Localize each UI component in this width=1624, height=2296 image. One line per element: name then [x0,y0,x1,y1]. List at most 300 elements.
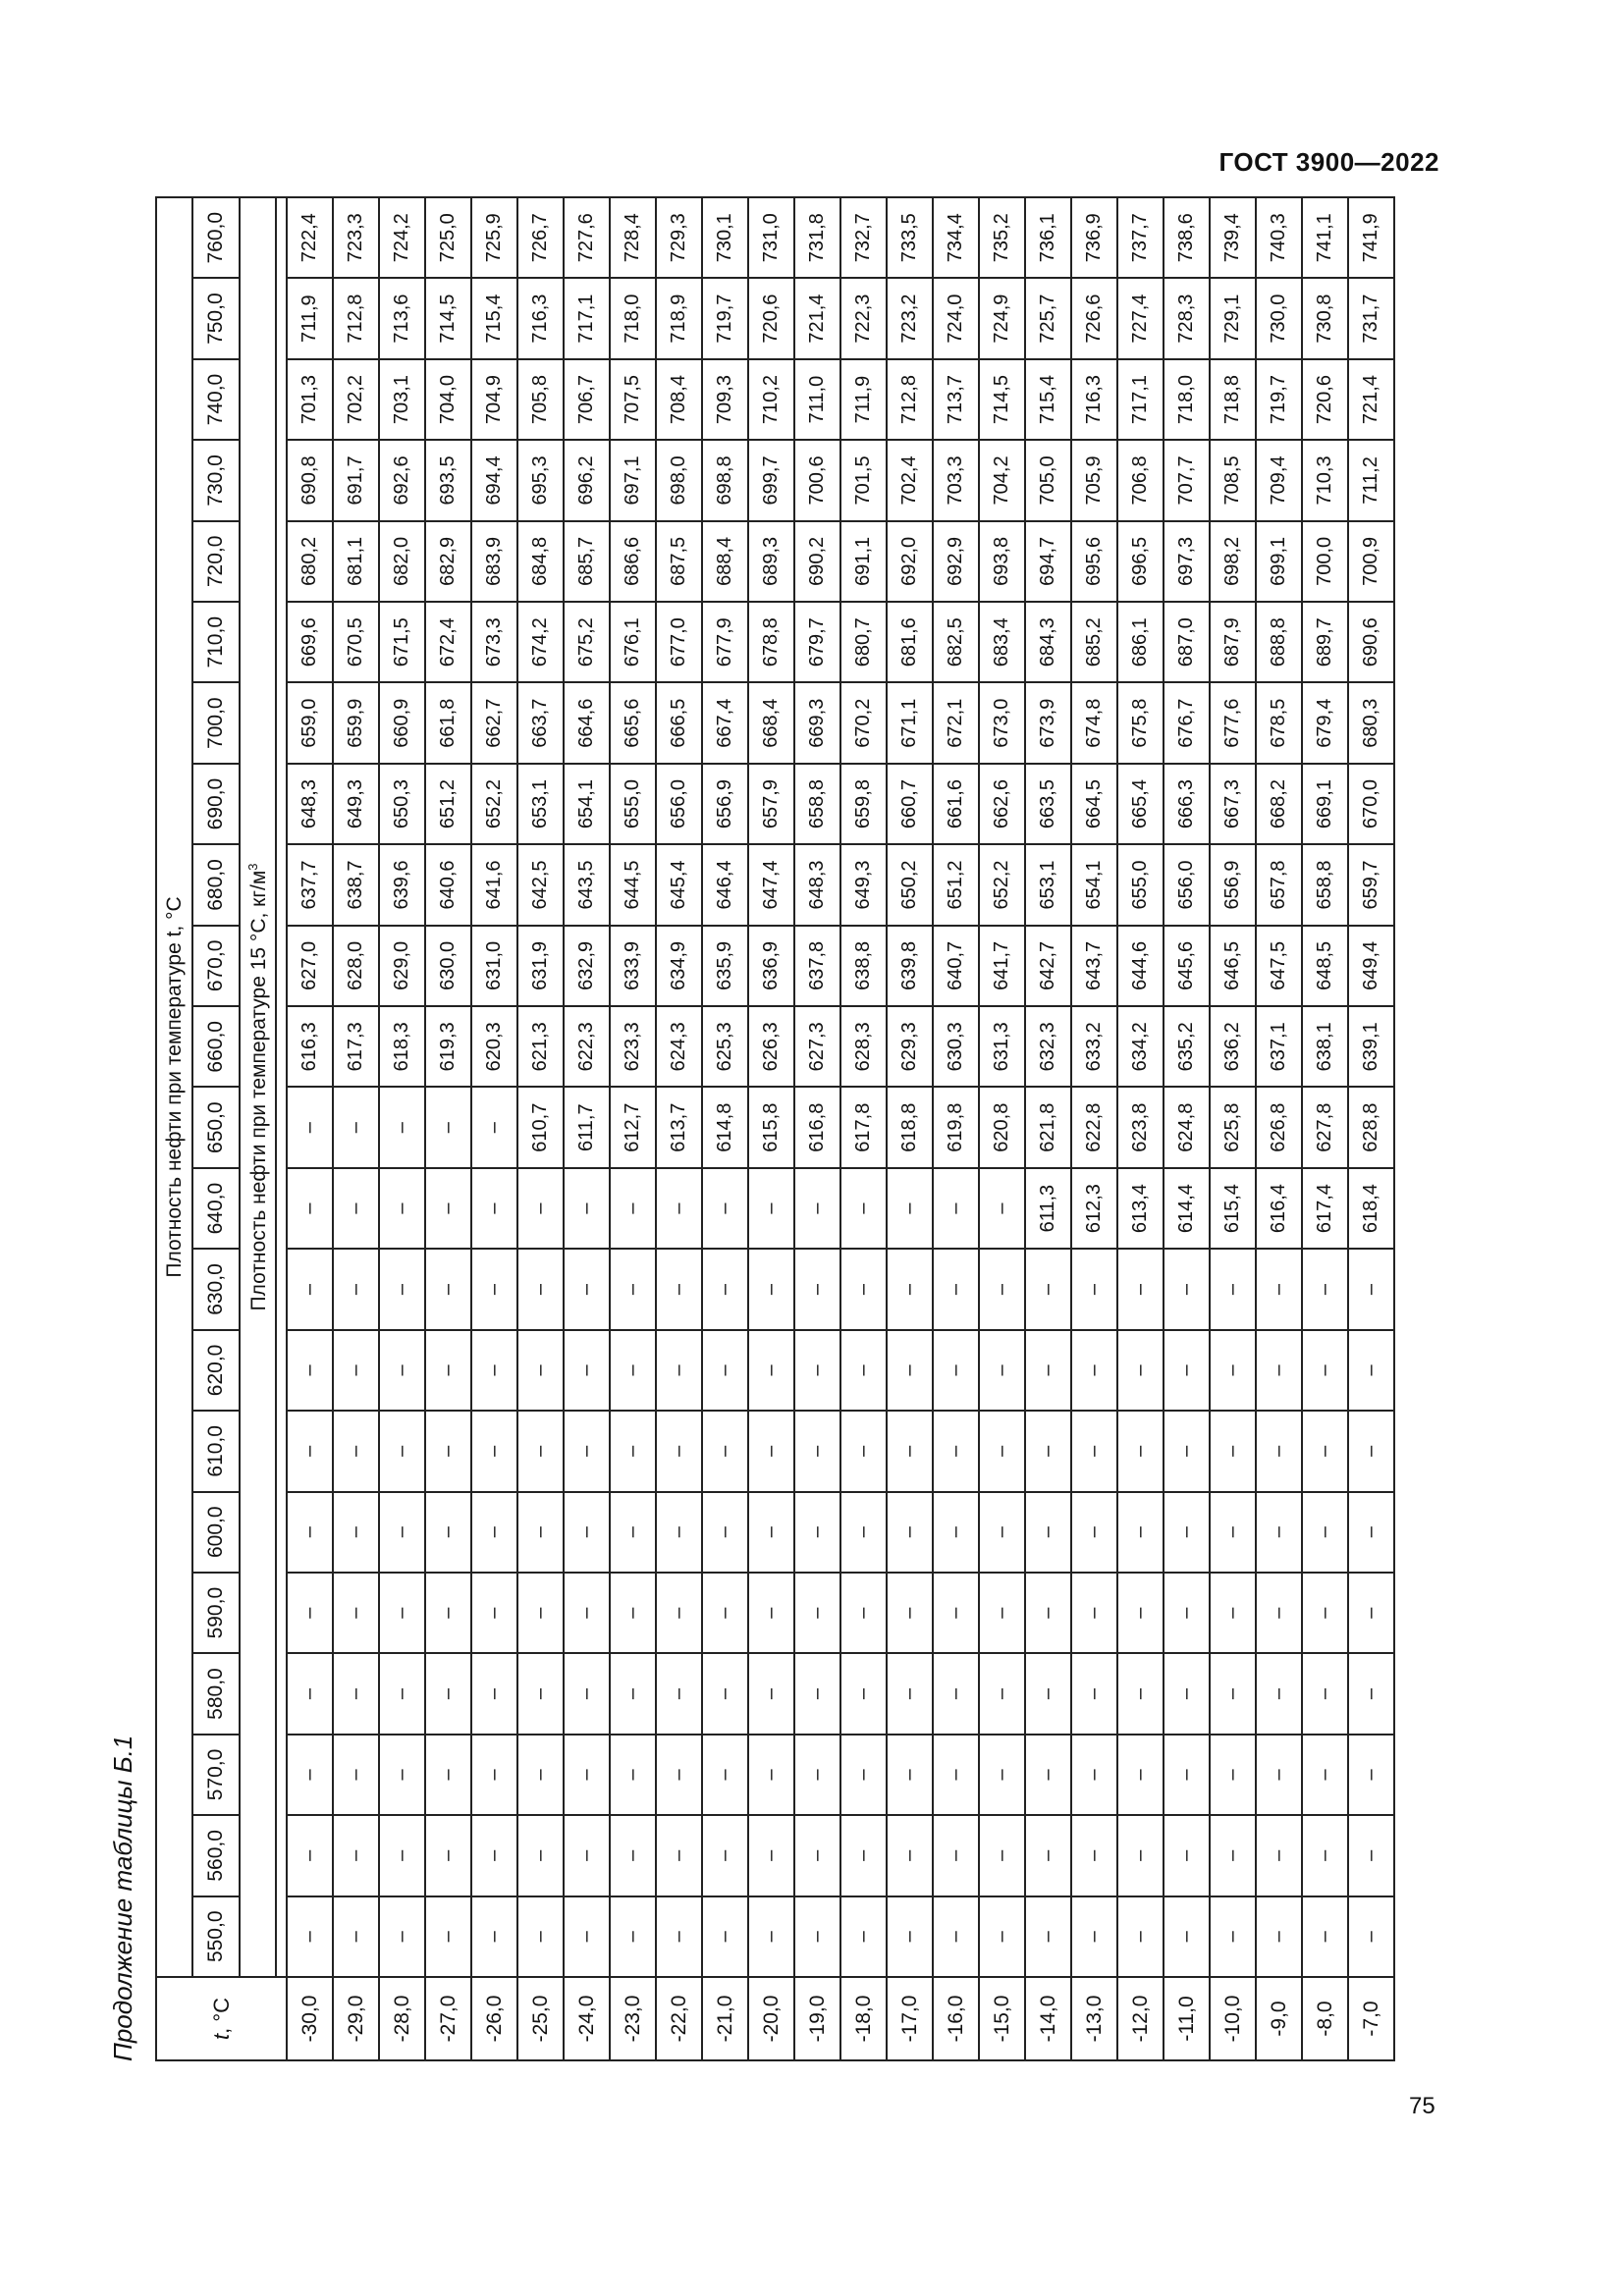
density-cell: – [610,1573,656,1653]
density-cell: – [656,1735,702,1815]
density-cell: – [1302,1815,1348,1896]
density-cell: 611,3 [1025,1168,1071,1249]
column-header: 620,0 [192,1330,240,1411]
density-cell: 721,4 [794,278,840,358]
density-cell: – [1210,1653,1256,1734]
density-cell: 680,3 [1348,682,1394,763]
density-cell: – [1256,1896,1302,1977]
density-cell: 671,1 [887,682,933,763]
column-header: 680,0 [192,844,240,925]
density-cell: – [1210,1492,1256,1573]
density-cell: – [287,1815,333,1896]
density-cell: 649,3 [333,764,379,844]
density-cell: 630,0 [425,926,471,1006]
density-cell: 676,1 [610,602,656,682]
density-cell: – [702,1492,748,1573]
density-cell: 632,3 [1025,1006,1071,1087]
table-row [933,197,979,2060]
density-cell: – [517,1249,564,1329]
density-cell: 657,9 [748,764,794,844]
column-header: 630,0 [192,1249,240,1329]
density-cell: – [748,1168,794,1249]
density-cell: 695,3 [517,440,564,520]
density-cell: 658,8 [1302,844,1348,925]
density-cell: 698,2 [1210,521,1256,602]
density-cell: 720,6 [748,278,794,358]
temperature-cell: -8,0 [1302,1977,1348,2060]
density-cell: 663,5 [1025,764,1071,844]
density-cell: – [425,1573,471,1653]
density-cell: 703,3 [933,440,979,520]
density-cell: 710,3 [1302,440,1348,520]
density-cell: – [840,1815,887,1896]
density-cell: – [748,1249,794,1329]
density-cell: – [933,1653,979,1734]
density-cell: – [287,1168,333,1249]
density-cell: – [287,1573,333,1653]
density-cell: – [1302,1249,1348,1329]
density-cell: 622,8 [1071,1088,1117,1168]
density-cell: – [471,1330,517,1411]
density-cell: – [1071,1330,1117,1411]
density-cell: 650,2 [887,844,933,925]
density-cell: – [748,1815,794,1896]
table-row [564,197,610,2060]
density-cell: – [379,1088,425,1168]
temperature-cell: -20,0 [748,1977,794,2060]
density-cell: – [425,1088,471,1168]
density-cell: 642,5 [517,844,564,925]
table-row [702,197,748,2060]
t-symbol: t [208,2033,234,2041]
density-cell: – [840,1896,887,1977]
density-cell: – [1302,1411,1348,1491]
density-cell: 701,3 [287,359,333,440]
density-cell: 630,3 [933,1006,979,1087]
density-cell: – [979,1815,1025,1896]
density-cell: 741,9 [1348,197,1394,278]
density-cell: – [887,1735,933,1815]
density-cell: – [425,1330,471,1411]
density-cell: 629,0 [379,926,425,1006]
density-cell: 688,8 [1256,602,1302,682]
density-cell: 720,6 [1302,359,1348,440]
density-cell: – [379,1735,425,1815]
density-cell: 689,7 [1302,602,1348,682]
density-cell: 624,3 [656,1006,702,1087]
column-header: 660,0 [192,1006,240,1087]
column-header: 670,0 [192,926,240,1006]
density-cell: – [1117,1411,1164,1491]
density-cell: 659,7 [1348,844,1394,925]
density-cell: 656,9 [1210,844,1256,925]
density-cell: – [933,1896,979,1977]
density-cell: – [1071,1735,1117,1815]
density-cell: 726,7 [517,197,564,278]
density-cell: 674,2 [517,602,564,682]
density-cell: – [1071,1573,1117,1653]
density-cell: 643,7 [1071,926,1117,1006]
sub-header-row [240,197,276,2060]
density-cell: 667,4 [702,682,748,763]
density-cell: – [1025,1896,1071,1977]
density-cell: 686,1 [1117,602,1164,682]
table-row [1164,197,1210,2060]
density-cell: 645,4 [656,844,702,925]
density-cell: – [517,1492,564,1573]
density-cell: – [564,1896,610,1977]
density-cell: – [333,1653,379,1734]
density-cell: – [794,1330,840,1411]
density-cell: 649,3 [840,844,887,925]
table-row [1117,197,1164,2060]
density-cell: – [610,1168,656,1249]
density-cell: 698,0 [656,440,702,520]
density-cell: – [656,1653,702,1734]
density-cell: 692,6 [379,440,425,520]
density-cell: – [887,1573,933,1653]
density-cell: 672,1 [933,682,979,763]
density-cell: 668,2 [1256,764,1302,844]
density-cell: 728,3 [1164,278,1210,358]
density-cell: 711,9 [840,359,887,440]
density-cell: – [379,1330,425,1411]
density-cell: – [702,1330,748,1411]
density-cell: 731,0 [748,197,794,278]
density-cell: – [1348,1249,1394,1329]
density-cell: 674,8 [1071,682,1117,763]
density-cell: – [979,1411,1025,1491]
density-cell: – [794,1653,840,1734]
density-cell: – [1025,1411,1071,1491]
density-cell: – [794,1492,840,1573]
column-header: 640,0 [192,1168,240,1249]
column-header: 650,0 [192,1088,240,1168]
density-cell: 656,0 [1164,844,1210,925]
density-cell: – [517,1896,564,1977]
density-cell: – [1210,1735,1256,1815]
density-cell: – [748,1653,794,1734]
density-cell: 623,8 [1117,1088,1164,1168]
density-cell: 659,0 [287,682,333,763]
density-cell: 677,9 [702,602,748,682]
column-header: 600,0 [192,1492,240,1573]
density-cell: – [887,1411,933,1491]
density-cell: 661,8 [425,682,471,763]
density-cell: – [748,1411,794,1491]
density-cell: 718,0 [1164,359,1210,440]
density-cell: 637,7 [287,844,333,925]
rotated-table-area [98,196,1404,2061]
temperature-cell: -14,0 [1025,1977,1071,2060]
density-cell: – [1302,1653,1348,1734]
temperature-cell: -22,0 [656,1977,702,2060]
density-cell: 618,4 [1348,1168,1394,1249]
table-row [333,197,379,2060]
temperature-cell: -30,0 [287,1977,333,2060]
density-cell: – [748,1330,794,1411]
density-cell: – [379,1411,425,1491]
density-cell: – [1348,1735,1394,1815]
density-cell: 690,6 [1348,602,1394,682]
density-cell: 641,6 [471,844,517,925]
density-cell: – [471,1735,517,1815]
density-cell: 687,0 [1164,602,1210,682]
density-cell: 676,7 [1164,682,1210,763]
density-cell: 636,2 [1210,1006,1256,1087]
density-cell: 639,8 [887,926,933,1006]
table-row [287,197,333,2060]
density-cell: – [517,1735,564,1815]
density-cell: – [425,1249,471,1329]
density-cell: 631,0 [471,926,517,1006]
density-cell: – [379,1896,425,1977]
table-body [287,197,1394,2060]
table-row [840,197,887,2060]
density-cell: 717,1 [564,278,610,358]
density-cell: – [471,1653,517,1734]
density-cell: 659,9 [333,682,379,763]
density-cell: – [840,1735,887,1815]
density-cell: 627,8 [1302,1088,1348,1168]
density-cell: 611,7 [564,1088,610,1168]
density-cell: 619,3 [425,1006,471,1087]
density-cell: 715,4 [1025,359,1071,440]
density-cell: 660,9 [379,682,425,763]
table-row [656,197,702,2060]
density-cell: – [1164,1249,1210,1329]
density-cell: – [840,1168,887,1249]
density-cell: – [979,1573,1025,1653]
temperature-cell: -10,0 [1210,1977,1256,2060]
density-cell: 653,1 [517,764,564,844]
page-number: 75 [1409,2093,1435,2119]
density-cell: 663,7 [517,682,564,763]
column-header-row [192,197,240,2060]
density-cell: – [517,1330,564,1411]
density-cell: 669,6 [287,602,333,682]
density-cell: 635,2 [1164,1006,1210,1087]
density-cell: – [1348,1573,1394,1653]
density-cell: – [1256,1411,1302,1491]
column-header: 560,0 [192,1815,240,1896]
density-cell: 649,4 [1348,926,1394,1006]
density-cell: – [379,1573,425,1653]
density-cell: – [333,1492,379,1573]
density-cell: 687,5 [656,521,702,602]
temperature-cell: -29,0 [333,1977,379,2060]
density-cell: – [1210,1573,1256,1653]
density-cell: 615,4 [1210,1168,1256,1249]
density-cell: 736,9 [1071,197,1117,278]
table-row [1071,197,1117,2060]
density-cell: – [1210,1249,1256,1329]
column-header: 710,0 [192,602,240,682]
density-cell: 680,7 [840,602,887,682]
column-header: 570,0 [192,1735,240,1815]
density-cell: 730,1 [702,197,748,278]
temperature-cell: -23,0 [610,1977,656,2060]
density-cell: – [1256,1735,1302,1815]
density-cell: 666,5 [656,682,702,763]
density-cell: 735,2 [979,197,1025,278]
density-cell: 631,9 [517,926,564,1006]
density-cell: – [933,1492,979,1573]
density-cell: – [656,1815,702,1896]
density-cell: – [1348,1896,1394,1977]
density-cell: 675,8 [1117,682,1164,763]
density-cell: – [287,1088,333,1168]
column-header: 750,0 [192,278,240,358]
density-cell: 658,8 [794,764,840,844]
table-row [379,197,425,2060]
density-cell: 626,3 [748,1006,794,1087]
density-cell: 729,3 [656,197,702,278]
density-cell: – [471,1168,517,1249]
column-header: 590,0 [192,1573,240,1653]
density-cell: – [887,1815,933,1896]
density-cell: 714,5 [979,359,1025,440]
density-cell: 719,7 [1256,359,1302,440]
density-cell: 728,4 [610,197,656,278]
density-cell: 617,4 [1302,1168,1348,1249]
density-cell: – [979,1168,1025,1249]
density-cell: – [1164,1411,1210,1491]
density-cell: – [840,1330,887,1411]
density-cell: – [840,1573,887,1653]
density-cell: 710,2 [748,359,794,440]
density-cell: – [1117,1249,1164,1329]
density-cell: 635,9 [702,926,748,1006]
temperature-cell: -19,0 [794,1977,840,2060]
density-cell: 636,9 [748,926,794,1006]
density-cell: 657,8 [1256,844,1302,925]
density-cell: 725,0 [425,197,471,278]
document-code: ГОСТ 3900—2022 [1218,147,1439,177]
density-cell: 712,8 [333,278,379,358]
density-cell: 612,3 [1071,1168,1117,1249]
density-cell: – [287,1735,333,1815]
density-cell: – [379,1815,425,1896]
density-cell: – [517,1168,564,1249]
density-cell: – [564,1168,610,1249]
table-row [610,197,656,2060]
table-row [1302,197,1348,2060]
density-cell: 641,7 [979,926,1025,1006]
table-row [471,197,517,2060]
density-cell: 704,0 [425,359,471,440]
density-cell: – [287,1411,333,1491]
density-cell: 709,4 [1256,440,1302,520]
density-cell: 673,3 [471,602,517,682]
density-cell: 637,8 [794,926,840,1006]
density-cell: 707,7 [1164,440,1210,520]
density-cell: 715,4 [471,278,517,358]
density-cell: 690,8 [287,440,333,520]
density-cell: 682,5 [933,602,979,682]
density-cell: 704,2 [979,440,1025,520]
temperature-cell: -26,0 [471,1977,517,2060]
density-cell: 739,4 [1210,197,1256,278]
density-cell: – [610,1653,656,1734]
table-row [794,197,840,2060]
density-cell: 667,3 [1210,764,1256,844]
density-cell: – [933,1815,979,1896]
density-cell: 705,9 [1071,440,1117,520]
temperature-cell: -25,0 [517,1977,564,2060]
density-cell: 627,0 [287,926,333,1006]
density-cell: 696,5 [1117,521,1164,602]
density-cell: – [702,1653,748,1734]
density-cell: 640,7 [933,926,979,1006]
temperature-cell: -16,0 [933,1977,979,2060]
density-cell: 662,6 [979,764,1025,844]
density-cell: – [1025,1573,1071,1653]
density-cell: 712,8 [887,359,933,440]
density-cell: 688,4 [702,521,748,602]
density-cell: 651,2 [425,764,471,844]
density-cell: 705,8 [517,359,564,440]
density-cell: 680,2 [287,521,333,602]
density-cell: – [794,1815,840,1896]
density-cell: – [979,1896,1025,1977]
density-cell: – [840,1249,887,1329]
density-cell: 681,6 [887,602,933,682]
density-cell: 709,3 [702,359,748,440]
density-cell: 707,5 [610,359,656,440]
density-cell: – [1302,1896,1348,1977]
density-cell: 706,8 [1117,440,1164,520]
density-cell: – [933,1330,979,1411]
density-cell: 660,7 [887,764,933,844]
density-cell: 691,1 [840,521,887,602]
density-cell: – [933,1411,979,1491]
density-cell: 683,4 [979,602,1025,682]
density-cell: – [887,1896,933,1977]
density-cell: 616,3 [287,1006,333,1087]
density-cell: 670,2 [840,682,887,763]
density-cell: 642,7 [1025,926,1071,1006]
density-cell: – [1348,1653,1394,1734]
density-cell: – [702,1168,748,1249]
density-cell: 643,5 [564,844,610,925]
density-cell: – [517,1815,564,1896]
temperature-cell: -11,0 [1164,1977,1210,2060]
density-cell: 671,5 [379,602,425,682]
table-row [1025,197,1071,2060]
density-cell: 724,2 [379,197,425,278]
table-row [1256,197,1302,2060]
density-cell: 616,8 [794,1088,840,1168]
density-cell: 637,1 [1256,1006,1302,1087]
density-cell: – [287,1653,333,1734]
density-cell: – [1117,1330,1164,1411]
density-cell: – [517,1573,564,1653]
density-cell: – [1117,1573,1164,1653]
density-cell: 722,3 [840,278,887,358]
density-cell: 653,1 [1025,844,1071,925]
density-cell: 694,4 [471,440,517,520]
temperature-cell: -9,0 [1256,1977,1302,2060]
density-cell: – [702,1411,748,1491]
density-cell: – [1025,1653,1071,1734]
density-cell: – [517,1411,564,1491]
density-cell: 729,1 [1210,278,1256,358]
density-cell: – [564,1411,610,1491]
density-cell: 644,6 [1117,926,1164,1006]
column-header: 730,0 [192,440,240,520]
density-cell: 647,4 [748,844,794,925]
